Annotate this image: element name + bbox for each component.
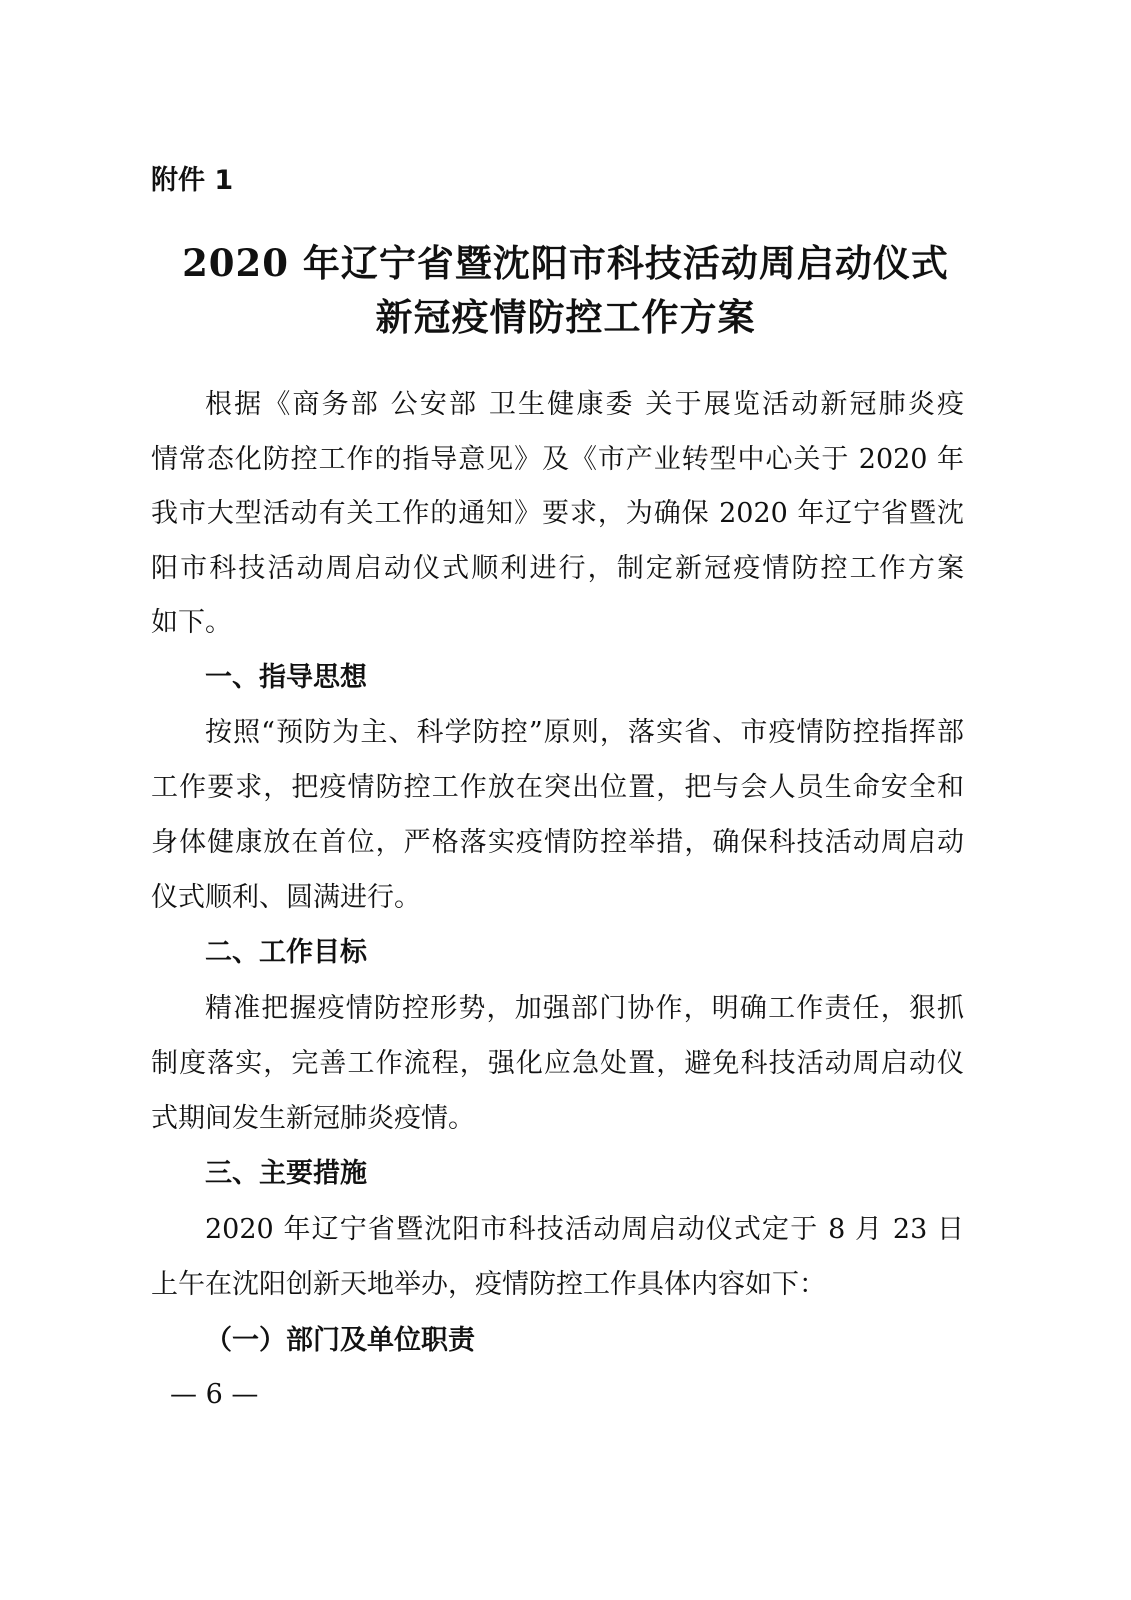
section2-line: 制度落实，完善工作流程，强化应急处置，避免科技活动周启动仪 [151, 1048, 964, 1079]
section1-line: 身体健康放在首位，严格落实疫情防控举措，确保科技活动周启动 [151, 827, 964, 858]
intro-line: 我市大型活动有关工作的通知》要求，为确保 2020 年辽宁省暨沈 [151, 498, 964, 529]
attachment-label: 附件 1 [151, 165, 234, 196]
section2-line: 式期间发生新冠肺炎疫情。 [151, 1103, 475, 1134]
section-heading-work-goals: 二、工作目标 [205, 937, 367, 968]
page-number: — 6 — [170, 1379, 259, 1410]
document-title-line-1: 2020 年辽宁省暨沈阳市科技活动周启动仪式 [182, 241, 949, 285]
subsection-heading-responsibilities: （一）部门及单位职责 [205, 1325, 475, 1356]
intro-line: 根据《商务部 公安部 卫生健康委 关于展览活动新冠肺炎疫 [205, 389, 964, 420]
document-title-line-2: 新冠疫情防控工作方案 [375, 295, 756, 339]
section-heading-guiding-ideology: 一、指导思想 [205, 662, 367, 693]
intro-line: 情常态化防控工作的指导意见》及《市产业转型中心关于 2020 年 [151, 444, 964, 475]
section3-line: 上午在沈阳创新天地举办，疫情防控工作具体内容如下： [151, 1269, 826, 1300]
intro-line: 如下。 [151, 607, 232, 638]
section3-line: 2020 年辽宁省暨沈阳市科技活动周启动仪式定于 8 月 23 日 [205, 1214, 964, 1245]
section1-line: 工作要求，把疫情防控工作放在突出位置，把与会人员生命安全和 [151, 772, 964, 803]
section2-line: 精准把握疫情防控形势，加强部门协作，明确工作责任，狠抓 [205, 993, 964, 1024]
section1-line: 按照“预防为主、科学防控”原则，落实省、市疫情防控指挥部 [205, 717, 964, 748]
section-heading-main-measures: 三、主要措施 [205, 1158, 367, 1189]
section1-line: 仪式顺利、圆满进行。 [151, 882, 421, 913]
intro-line: 阳市科技活动周启动仪式顺利进行，制定新冠疫情防控工作方案 [151, 553, 964, 584]
